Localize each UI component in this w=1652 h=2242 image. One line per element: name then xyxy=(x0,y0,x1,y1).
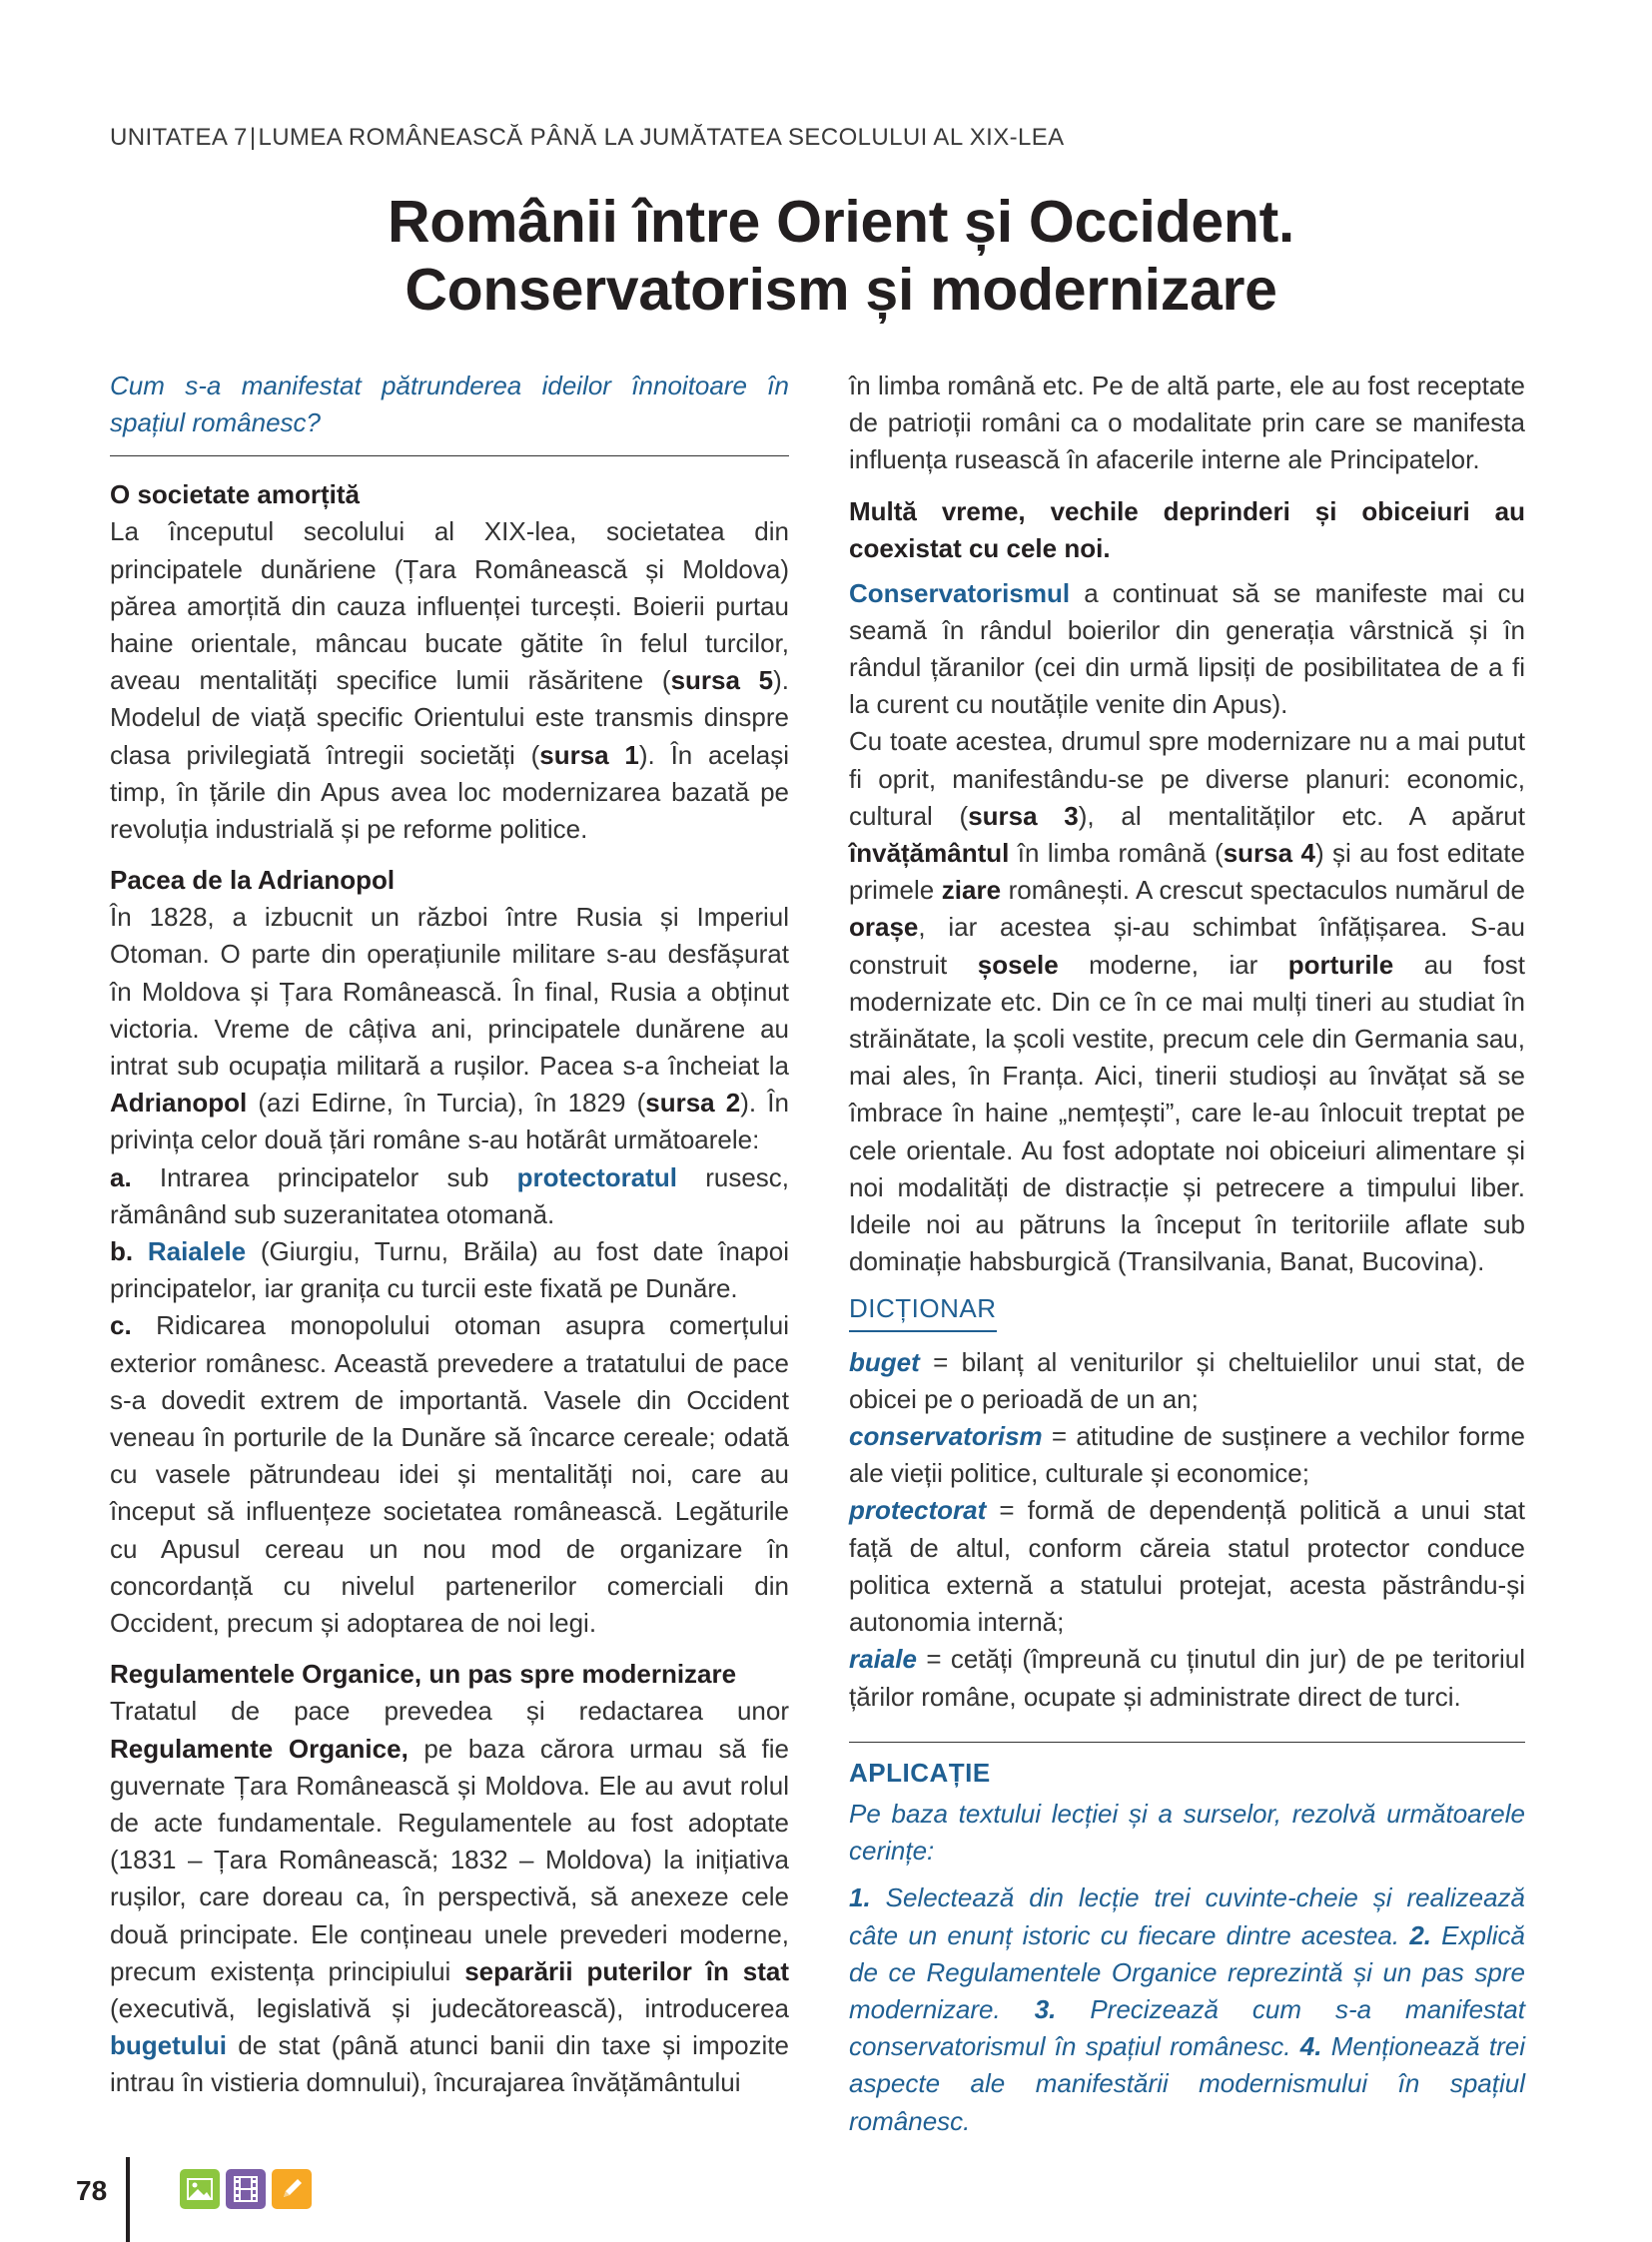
text-run: moderne, iar xyxy=(1058,949,1288,980)
text-run: rusesc, rămânând sub suzeranitatea otomană. xyxy=(110,1161,790,1229)
image-icon[interactable] xyxy=(180,2169,220,2209)
dictionary-term: buget xyxy=(849,1346,920,1377)
text-run: ). În același timp, în țările din Apus avea loc modernizarea bazată pe revoluția industrială și pe reforme politice. xyxy=(110,739,789,845)
application-box xyxy=(849,1755,1525,2140)
page-number: 78 xyxy=(76,2175,108,2206)
section-regulamente xyxy=(110,1656,789,2101)
film-icon[interactable] xyxy=(226,2169,266,2209)
section-heading: O societate amorțită xyxy=(110,479,360,510)
footer-divider xyxy=(126,2157,130,2242)
title-line-1: Românii între Orient și Occident. xyxy=(387,189,1295,255)
dictionary-term: conservatorism xyxy=(849,1421,1043,1452)
keyword: protectoratul xyxy=(516,1161,677,1192)
text-run: (executivă, legislativă și judecătorească), introducerea xyxy=(110,1992,789,2023)
section-heading: Regulamentele Organice, un pas spre modernizare xyxy=(110,1659,737,1690)
unit-subject: LUMEA ROMÂNEASCĂ PÂNĂ LA JUMĂTATEA SECOLULUI AL XIX-LEA xyxy=(258,124,1065,151)
text-run: Cu toate acestea, drumul spre modernizare nu a mai putut fi oprit, manifestându-se pe diverse planuri: economic, cultural ( xyxy=(849,726,1525,831)
list-item-a xyxy=(110,1159,789,1233)
dictionary-title: DICȚIONAR xyxy=(849,1290,997,1331)
section-heading: Pacea de la Adrianopol xyxy=(110,865,396,896)
application-divider xyxy=(849,1742,1525,1743)
resource-icons xyxy=(180,2169,312,2209)
text-run: românești. A crescut spectaculos numărul de xyxy=(1001,875,1525,906)
section-heading: Multă vreme, vechile deprinderi și obiceiuri au coexistat cu cele noi. xyxy=(849,495,1525,563)
bold-term: Adrianopol xyxy=(110,1088,248,1119)
section-adrianopol xyxy=(110,862,789,1642)
dictionary-entry xyxy=(849,1492,1525,1641)
dictionary-entry xyxy=(849,1641,1525,1715)
bold-term: ziare xyxy=(941,875,1002,906)
text-run: , iar acestea și-au schimbat înfățișarea. S-au construit xyxy=(849,912,1525,980)
list-label: b. xyxy=(110,1236,134,1267)
source-ref: sursa 2 xyxy=(645,1088,741,1119)
bold-term: separării puterilor în stat xyxy=(464,1955,789,1986)
dictionary-box xyxy=(849,1280,1525,1715)
title-line-2: Conservatorism și modernizare xyxy=(405,257,1277,323)
question-divider xyxy=(110,455,789,456)
text-run: (azi Edirne, în Turcia), în 1829 ( xyxy=(247,1088,646,1119)
text-run: au fost modernizate etc. Din ce în ce mai mulți tineri au studiat în străinătate, la școli vestite, precum cele din Germania sau, mai ales, în Franța. Aici, tinerii studioși au învățat să se îmbrace în haine „nemțești”, care le-au înlocuit treptat pe cele orientale. Au fost adoptate noi obiceiuri alimentare și noi modalități de distracție și petrecere a timpului liber. Ideile noi au pătruns la început în teritoriile aflate sub dominație habsburgică (Transilvania, Banat, Bucovina). xyxy=(849,949,1525,1277)
modernization-paragraph xyxy=(849,723,1525,1280)
section-paragraph xyxy=(110,1693,789,2101)
dictionary-definition: = bilanț al veniturilor și cheltuielilor unui stat, de obicei pe o perioadă de un an; xyxy=(849,1346,1525,1414)
text-run: a continuat să se manifeste mai cu seamă în rândul boierilor din generația vârstnică și în rândul țăranilor (cei din urmă lipsiți de posibilitatea de a fi la curent cu noutățile venite din Apus). xyxy=(849,577,1525,720)
list-item-c xyxy=(110,1307,789,1642)
dictionary-definition: = cetăți (împreună cu ținutul din jur) de pe teritoriul țărilor române, ocupate și administrate direct de turci. xyxy=(849,1644,1525,1712)
task-number: 3. xyxy=(1034,1993,1057,2024)
text-run: pe baza cărora urmau să fie guvernate Țara Românească și Moldova. Ele au avut rolul de acte fundamentale. Regulamentele au fost adoptate (1831 – Țara Românească; 1832 – Moldova) la inițiativa rușilor, care doreau ca, în perspectivă, să anexeze cele două principate. Ele conțineau unele prevederi moderne, precum existența principiului xyxy=(110,1733,789,1986)
list-label: a. xyxy=(110,1161,132,1192)
keyword: bugetului xyxy=(110,2030,227,2061)
section-paragraph xyxy=(110,513,789,848)
section-paragraph xyxy=(110,899,789,1158)
text-run: în limba română ( xyxy=(1009,838,1224,869)
bold-term: Regulamente Organice, xyxy=(110,1733,409,1764)
keyword: Conservatorismul xyxy=(849,577,1071,608)
bold-term: orașe xyxy=(849,912,919,943)
section-society xyxy=(110,476,789,848)
dictionary-entry xyxy=(849,1418,1525,1492)
task-number: 1. xyxy=(849,1882,871,1913)
bold-term: șosele xyxy=(977,949,1059,980)
left-column xyxy=(110,368,789,2116)
dictionary-term: raiale xyxy=(849,1644,917,1675)
text-run: Tratatul de pace prevedea și redactarea unor xyxy=(110,1696,789,1727)
task-number: 2. xyxy=(1409,1919,1431,1950)
text-run: În 1828, a izbucnit un război între Rusia și Imperiul Otoman. O parte din operațiunile militare s-au desfășurat în Moldova și Țara Românească. În final, Rusia a obținut victoria. Vreme de câțiva ani, principatele dunărene au intrat sub ocupația militară a rușilor. Pacea s-a încheiat la xyxy=(110,902,789,1082)
text-run: ). În privința celor două țări române s-au hotărât următoarele: xyxy=(110,1088,789,1155)
page-title xyxy=(250,188,1432,324)
text-run: Ridicarea monopolului otoman asupra comerțului exterior românesc. Această prevedere a tratatului de pace s-a dovedit extrem de importantă. Vasele din Occident veneau în porturile de la Dunăre să încarce cereale; odată cu vasele pătrundeau idei și mentalități noi, care au început să influențeze societatea românească. Legăturile cu Apusul cereau un nou mod de organizare în concordanță cu nivelul partenerilor comerciali din Occident, precum și adoptarea de noi legi. xyxy=(110,1310,789,1639)
dictionary-definition: = formă de dependență politică a unui stat față de altul, conform căreia statul protector conduce politica externă a statului protejat, acesta păstrându-și autonomia internă; xyxy=(849,1495,1525,1638)
source-ref: sursa 3 xyxy=(968,800,1079,831)
lesson-question: Cum s-a manifestat pătrunderea ideilor înnoitoare în spațiul românesc? xyxy=(110,371,789,438)
text-run: ) și au fost editate primele xyxy=(849,838,1525,906)
text-run: La începutul secolului al XIX-lea, societatea din principatele dunăriene (Țara Românească și Moldova) părea amorțită din cauza influenței turcești. Boierii purtau haine orientale, mâncau bucate gătite în felul turcilor, aveau mentalități specifice lumii răsăritene ( xyxy=(110,516,789,696)
task-number: 4. xyxy=(1299,2031,1322,2062)
right-column xyxy=(849,368,1525,2140)
text-run: ), al mentalităților etc. A apărut xyxy=(1078,800,1525,831)
task-text: Explică de ce Regulamentele Organice reprezintă și un pas spre modernizare. xyxy=(849,1919,1525,2024)
keyword: Raialele xyxy=(147,1236,247,1267)
pencil-icon[interactable] xyxy=(272,2169,312,2209)
text-run: (Giurgiu, Turnu, Brăila) au fost date înapoi principatelor, iar granița cu turcii este fixată pe Dunăre. xyxy=(110,1236,789,1304)
task-text: Precizează cum s-a manifestat conservatorismul în spațiul românesc. xyxy=(849,1993,1525,2062)
source-ref: sursa 1 xyxy=(539,739,639,770)
bold-term: porturile xyxy=(1287,949,1394,980)
text-run: Intrarea principatelor sub xyxy=(131,1161,517,1192)
list-item-b xyxy=(110,1233,789,1307)
text-run: de stat (până atunci banii din taxe și impozite intrau în vistieria domnului), încurajarea învățământului xyxy=(110,2030,789,2098)
list-label: c. xyxy=(110,1310,132,1341)
task-text: Selectează din lecție trei cuvinte-cheie și realizează câte un enunț istoric cu fiecare dintre acestea. xyxy=(849,1882,1525,1950)
conservatism-paragraph xyxy=(849,575,1525,724)
header-separator: | xyxy=(249,124,257,151)
source-ref: sursa 4 xyxy=(1223,838,1315,869)
source-ref: sursa 5 xyxy=(670,665,774,696)
continued-paragraph: în limba română etc. Pe de altă parte, ele au fost receptate de patrioții români ca o modalitate prin care se manifesta influența rusească în afacerile interne ale Principatelor. xyxy=(849,371,1525,475)
unit-header xyxy=(110,124,1065,152)
task-text: Menționează trei aspecte ale manifestării modernismului în spațiul românesc. xyxy=(849,2031,1525,2136)
dictionary-definition: = atitudine de susținere a vechilor forme ale vieții politice, culturale și economice; xyxy=(849,1421,1525,1489)
text-run: ). Modelul de viață specific Orientului este transmis dinspre clasa privilegiată întregii societăți ( xyxy=(110,665,789,770)
application-intro: Pe baza textului lecției și a surselor, rezolvă următoarele cerințe: xyxy=(849,1798,1525,1867)
bold-term: învățământul xyxy=(849,838,1010,869)
application-title: APLICAȚIE xyxy=(849,1757,991,1788)
application-tasks xyxy=(849,1879,1525,2139)
unit-number: UNITATEA 7 xyxy=(110,124,248,151)
dictionary-entry xyxy=(849,1344,1525,1418)
dictionary-term: protectorat xyxy=(849,1495,987,1526)
